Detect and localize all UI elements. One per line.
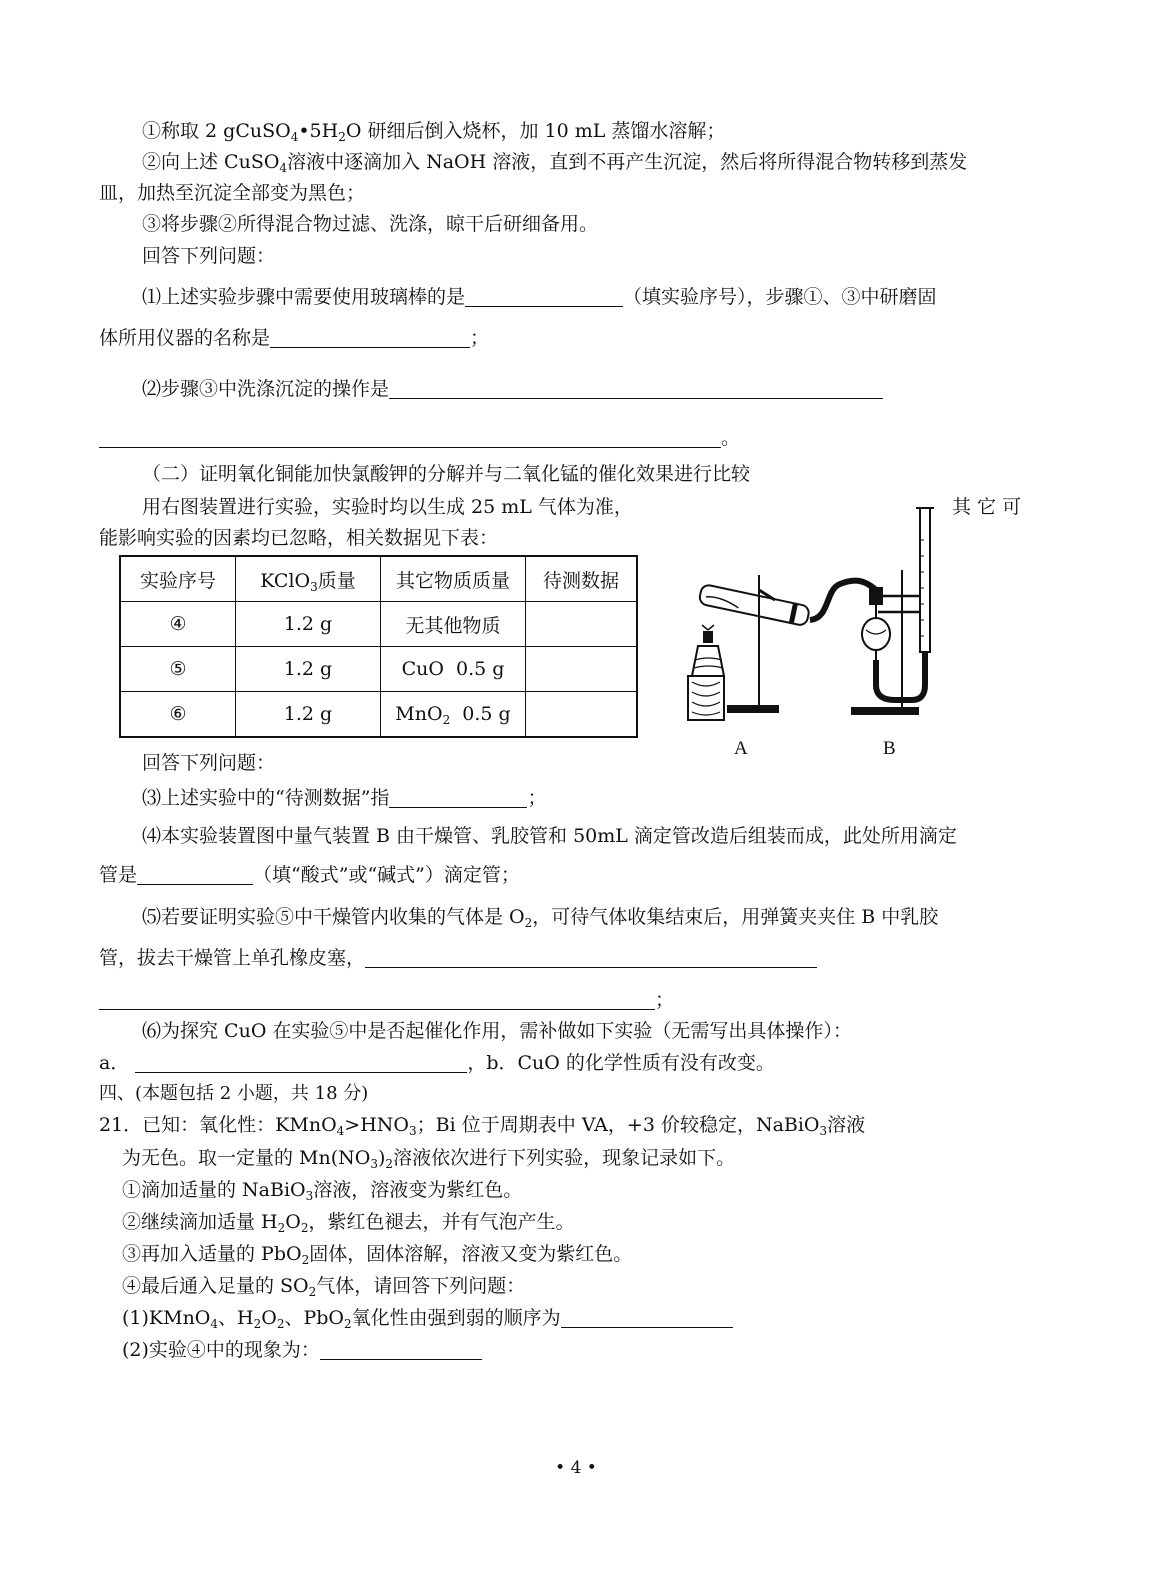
question-5-cont2: ； xyxy=(99,987,674,1013)
rubber-tube-u xyxy=(876,650,925,700)
answer-blank-q1b[interactable] xyxy=(270,327,470,348)
cell-kclo3-mass: 1.2 g xyxy=(236,647,381,692)
table-row xyxy=(120,692,637,738)
table-row xyxy=(120,602,637,647)
question-5: ⑸若要证明实验⑤中干燥管内收集的气体是 $O_2$，可待气体收集结束后，用弹簧夹夹住 B 中乳胶 xyxy=(142,906,939,930)
q21-step-2: ②继续滴加适量 $H_2O_2$，紫红色褪去，并有气泡产生。 xyxy=(122,1211,575,1235)
part-2-intro-cont: 能影响实验的因素均已忽略，相关数据见下表： xyxy=(99,527,499,549)
apparatus-label-b: B xyxy=(883,738,896,759)
step-3: ③将步骤②所得混合物过滤、洗涤，晾干后研细备用。 xyxy=(142,213,599,235)
table-row xyxy=(120,647,637,692)
cell-measured-data[interactable] xyxy=(526,602,638,647)
question-5-cont: 管，拔去干燥管上单孔橡皮塞， xyxy=(99,945,817,971)
test-tube xyxy=(698,584,810,626)
answer-prompt-2: 回答下列问题： xyxy=(142,752,276,774)
delivery-tube xyxy=(810,581,876,620)
q21-question-1: (1)KMnO$_4$、$H_2O_2$、PbO$_2$氧化性由强到弱的顺序为 xyxy=(122,1305,733,1331)
step-1: ①称取 2 $gCuSO_4•5H_2O$ 研细后倒入烧杯，加 10 mL 蒸馏水溶解； xyxy=(142,120,726,144)
answer-blank-q1a[interactable] xyxy=(465,286,623,307)
part-2-intro-tail: 其 它 可 xyxy=(952,496,1022,518)
answer-blank-q5a[interactable] xyxy=(365,947,817,968)
q21-step-4: ④最后通入足量的 $SO_2$气体，请回答下列问题： xyxy=(122,1275,526,1299)
step-2-cont: 皿，加热至沉淀全部变为黑色； xyxy=(99,182,366,204)
section-4-header: 四、(本题包括 2 小题，共 18 分) xyxy=(99,1083,369,1104)
q21-question-2: (2)实验④中的现象为： xyxy=(122,1337,482,1363)
q21-step-1: ①滴加适量的 NaBiO$_3$溶液，溶液变为紫红色。 xyxy=(122,1179,523,1203)
table-header-row xyxy=(120,556,637,602)
cell-other-mass: 无其他物质 xyxy=(381,602,526,647)
part-2-intro: 用右图装置进行实验，实验时均以生成 25 mL 气体为准， xyxy=(142,496,633,518)
part-2-title: （二）证明氧化铜能加快氯酸钾的分解并与二氧化锰的催化效果进行比较 xyxy=(142,463,751,485)
cell-other-mass: CuO 0.5 g xyxy=(381,647,526,692)
question-2: ⑵步骤③中洗涤沉淀的操作是 xyxy=(142,376,883,402)
cell-experiment-no: ④ xyxy=(120,602,236,647)
answer-blank-q2a[interactable] xyxy=(389,378,883,399)
wood-block xyxy=(688,676,724,720)
header-experiment-no: 实验序号 xyxy=(120,556,236,602)
question-4-cont: 管是 （填“酸式”或“碱式”）滴定管； xyxy=(99,864,520,886)
answer-blank-q3[interactable] xyxy=(389,787,527,808)
answer-blank-q6a[interactable] xyxy=(135,1052,467,1073)
answer-prompt-1: 回答下列问题： xyxy=(142,245,276,267)
cell-measured-data[interactable] xyxy=(526,647,638,692)
header-measured-data: 待测数据 xyxy=(526,556,638,602)
answer-blank-q2b[interactable] xyxy=(99,427,721,448)
q21-line-1: 21．已知：氧化性：$KMnO_4>HNO_3$；Bi 位于周期表中 VA，+3 价较稳定，NaBiO$_3$溶液 xyxy=(99,1114,866,1138)
question-4: ⑷本实验装置图中量气装置 B 由干燥管、乳胶管和 50mL 滴定管改造后组装而成，此处所用滴定 xyxy=(142,825,957,847)
drying-tube xyxy=(862,588,890,660)
question-3: ⑶上述实验中的“待测数据”指 ； xyxy=(142,787,547,809)
header-other-mass: 其它物质质量 xyxy=(381,556,526,602)
data-table xyxy=(119,555,638,738)
cell-experiment-no: ⑥ xyxy=(120,692,236,738)
cell-kclo3-mass: 1.2 g xyxy=(236,692,381,738)
cell-other-mass: MnO$_2$ 0.5 g xyxy=(381,692,526,738)
step-2: ②向上述 CuSO$_4$溶液中逐滴加入 NaOH 溶液，直到不再产生沉淀，然后将所得混合物转移到蒸发 xyxy=(142,151,968,175)
burette xyxy=(916,508,934,652)
question-6-cont: a． ，b．CuO 的化学性质有没有改变。 xyxy=(99,1052,775,1074)
question-2-cont: 。 xyxy=(99,425,740,451)
apparatus-label-a: A xyxy=(734,738,748,759)
header-kclo3-mass: KClO$_3$质量 xyxy=(236,556,381,602)
cell-experiment-no: ⑤ xyxy=(120,647,236,692)
question-1-cont: 体所用仪器的名称是 ； xyxy=(99,327,490,349)
answer-blank-q21-2[interactable] xyxy=(320,1339,482,1360)
answer-blank-q5b[interactable] xyxy=(99,989,655,1010)
question-1: ⑴上述实验步骤中需要使用玻璃棒的是 （填实验序号），步骤①、③中研磨固 xyxy=(142,286,937,308)
q21-line-2: 为无色。取一定量的 $Mn(NO_3)_2$溶液依次进行下列实验，现象记录如下。 xyxy=(122,1147,736,1171)
q21-step-3: ③再加入适量的 PbO$_2$固体，固体溶解，溶液又变为紫红色。 xyxy=(122,1243,633,1267)
cell-kclo3-mass: 1.2 g xyxy=(236,602,381,647)
stand-b-base xyxy=(852,708,918,714)
question-6: ⑹为探究 CuO 在实验⑤中是否起催化作用，需补做如下实验（无需写出具体操作）： xyxy=(142,1020,852,1042)
answer-blank-q4[interactable] xyxy=(137,864,253,885)
spirit-lamp xyxy=(692,625,724,676)
answer-blank-q21-1[interactable] xyxy=(561,1307,733,1328)
stand-a-base xyxy=(728,706,778,712)
cell-measured-data[interactable] xyxy=(526,692,638,738)
page-number: • 4 • xyxy=(555,1458,597,1478)
apparatus-diagram xyxy=(680,500,980,770)
